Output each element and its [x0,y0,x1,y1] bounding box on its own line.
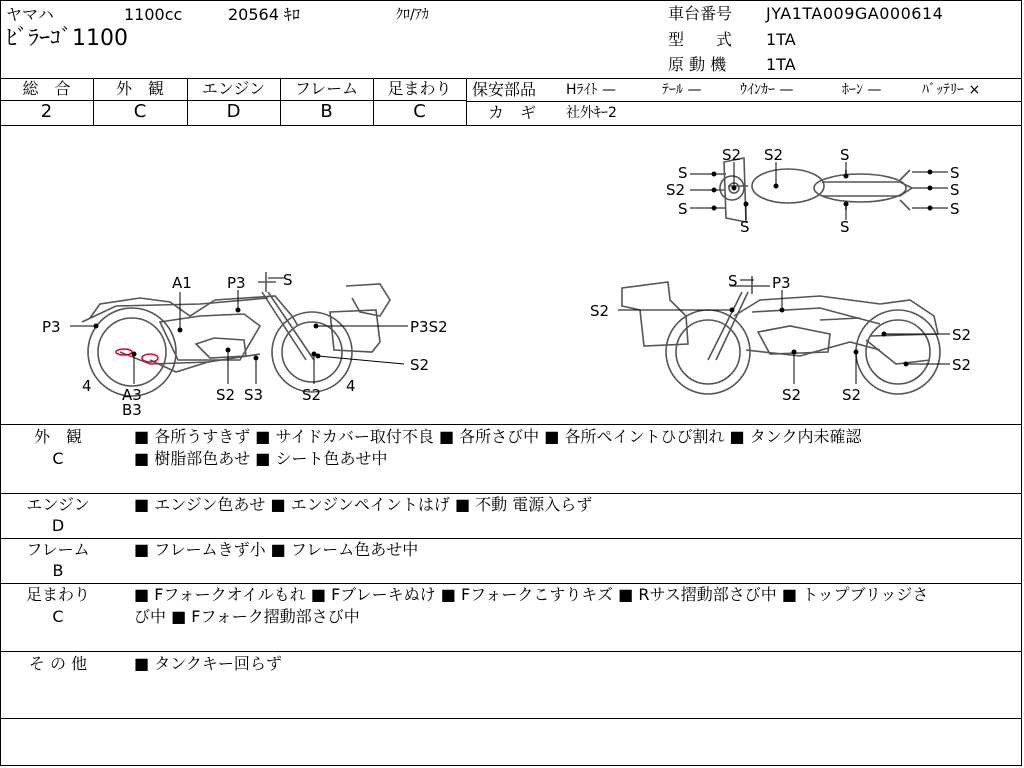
section-grade-frame: B [52,561,64,580]
maker: ヤマハ [6,5,54,24]
diag-label: S2 [590,302,610,320]
divider [0,583,1022,584]
frame-no: JYA1TA009GA000614 [766,4,944,23]
note-line: ■ 樹脂部色あせ ■ シート色あせ中 [134,449,388,468]
diag-label: S [840,146,850,164]
type-value: 1TA [766,30,796,49]
diag-label: S2 [952,326,972,344]
key-value: 社外ｷｰ2 [566,105,617,121]
engine-label: 原 動 機 [668,55,727,74]
diag-label: S2 [666,181,686,199]
safety-label: 保安部品 [472,80,537,99]
score-label-overall: 総 合 [22,79,71,98]
divider [466,78,467,125]
divider [466,101,1022,102]
safety-taillight: ﾃｰﾙ — [662,82,702,98]
diag-label: S2 [764,146,784,164]
diag-label: P3 [227,274,246,292]
divider [0,718,1022,719]
score-value-frame: B [320,101,333,122]
divider [0,424,1022,425]
score-value-exterior: C [133,101,147,122]
diag-label: S2 [782,386,802,404]
displacement: 1100cc [124,5,183,24]
diag-label: B3 [122,401,142,419]
divider [0,493,1022,494]
score-label-engine: エンジン [201,79,266,98]
type-label: 型 式 [668,30,733,49]
diag-label: S [950,164,960,182]
section-title-suspension: 足まわり [25,585,90,604]
safety-horn: ﾎｰﾝ — [842,82,882,98]
color: ｸﾛ/ｱｶ [396,7,429,23]
model-name: ﾋﾞﾗｰｺﾞ1100 [6,26,128,51]
diag-label: S [283,271,293,289]
diag-label: P3 [772,274,791,292]
diag-label: S [678,200,688,218]
section-grade-engine: D [51,516,65,535]
diag-label: S [950,200,960,218]
note-line: ■ フレームきず小 ■ フレーム色あせ中 [134,540,419,559]
diag-label: S2 [216,386,236,404]
diag-label: A3 [122,386,142,404]
score-label-exterior: 外 観 [115,79,164,98]
diag-label: S [728,272,738,290]
note-line: ■ タンクキー回らず [134,654,282,673]
score-label-frame: フレーム [294,79,359,98]
section-title-other: そ の 他 [28,654,88,673]
section-title-engine: エンジン [26,495,90,514]
diag-label: S2 [952,356,972,374]
diag-label: 4 [82,377,92,395]
diag-label: S3 [244,386,264,404]
bike-right-side-icon [622,276,940,394]
note-line: ■ Fフォークオイルもれ ■ Fブレーキぬけ ■ Fフォークこすりキズ ■ Rサス摺動部さび中 ■ トップブリッジさ [134,585,929,604]
diag-label: P3S2 [410,318,448,336]
key-label: カ ギ [488,103,537,122]
section-title-exterior: 外 観 [33,427,82,446]
diag-label: 4 [346,377,356,395]
section-title-frame: フレーム [26,540,90,559]
score-value-overall: 2 [40,101,53,122]
section-grade-suspension: C [52,607,64,626]
diag-label: S [740,218,750,236]
diag-label: S [840,218,850,236]
score-value-engine: D [226,101,241,122]
section-grade-exterior: C [52,449,64,468]
diag-label: A1 [172,274,192,292]
score-value-suspension: C [413,101,426,122]
note-line: ■ 各所うすきず ■ サイドカバー取付不良 ■ 各所さび中 ■ 各所ペイントひび割れ ■ タンク内未確認 [134,427,862,446]
frame-no-label: 車台番号 [668,4,733,23]
diag-label: S2 [722,146,742,164]
divider [0,538,1022,539]
score-label-suspension: 足まわり [387,79,452,98]
diag-label: S [950,181,960,199]
diag-label: P3 [42,318,61,336]
safety-winker: ｳｲﾝｶｰ — [740,82,794,98]
diag-label: S2 [842,386,862,404]
diag-label: S2 [410,356,430,374]
safety-headlight: Hﾗｲﾄ — [566,82,616,98]
safety-battery: ﾊﾞｯﾃﾘｰ × [922,82,981,98]
diag-label: S2 [302,386,322,404]
damage-diagram [0,126,1022,424]
mileage: 20564 ｷﾛ [228,5,300,24]
diag-label: S [678,164,688,182]
note-line: ■ エンジン色あせ ■ エンジンペイントはげ ■ 不動 電源入らず [134,495,593,514]
engine-value: 1TA [766,55,796,74]
divider [0,651,1022,652]
note-line: び中 ■ Fフォーク摺動部さび中 [134,607,360,626]
